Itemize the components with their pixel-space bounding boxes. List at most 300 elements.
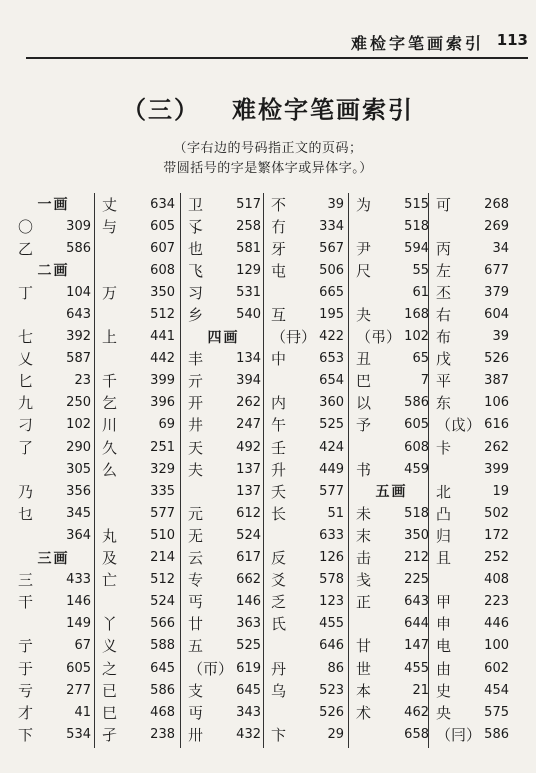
index-entry [16, 436, 91, 458]
entry-character: 乜 [18, 504, 34, 523]
entry-character: 互 [271, 306, 287, 325]
stroke-count-label: 二画 [37, 263, 70, 280]
index-entry [269, 547, 344, 569]
index-entry [434, 193, 509, 215]
index-entry [100, 436, 175, 458]
index-entry [100, 237, 175, 259]
entry-page-number: 21 [412, 682, 429, 698]
entry-page-number: 345 [66, 505, 91, 521]
index-entry [434, 370, 509, 392]
index-entry [269, 348, 344, 370]
entry-character: 央 [436, 703, 452, 722]
entry-page-number: 394 [236, 373, 261, 389]
entry-character: （戉） [436, 416, 482, 435]
index-entry [354, 547, 429, 569]
index-entry [269, 723, 344, 745]
entry-page-number: 55 [412, 262, 429, 278]
index-entry [269, 237, 344, 259]
entry-page-number: 268 [484, 196, 509, 212]
entry-character: 末 [356, 526, 372, 545]
entry-character: 丁 [18, 283, 34, 302]
entry-character: 电 [436, 637, 452, 656]
index-entry [354, 215, 429, 237]
index-column [16, 193, 91, 745]
entry-character: 丐 [188, 593, 204, 612]
entry-page-number: 277 [66, 682, 91, 698]
stroke-count-label: 五画 [375, 484, 408, 501]
section-title [0, 90, 536, 125]
index-entry [186, 370, 261, 392]
entry-character: 冇 [271, 217, 287, 236]
entry-page-number: 258 [236, 218, 261, 234]
index-entry [186, 679, 261, 701]
entry-page-number: 446 [484, 616, 509, 632]
entry-page-number: 350 [404, 527, 429, 543]
entry-page-number: 518 [404, 218, 429, 234]
index-entry [186, 547, 261, 569]
index-entry [100, 657, 175, 679]
entry-character: 平 [436, 372, 452, 391]
index-entry [354, 281, 429, 303]
entry-character: 布 [436, 328, 452, 347]
entry-character: 开 [188, 394, 204, 413]
entry-character: 亡 [102, 571, 118, 590]
entry-character: 与 [102, 217, 118, 236]
index-entry [434, 215, 509, 237]
stroke-count-label: 一画 [37, 197, 70, 214]
entry-page-number: 399 [150, 373, 175, 389]
entry-character: 由 [436, 659, 452, 678]
index-entry [354, 193, 429, 215]
entry-page-number: 442 [150, 351, 175, 367]
index-entry [269, 370, 344, 392]
index-entry [269, 414, 344, 436]
entry-character: 了 [18, 438, 34, 457]
index-entry [100, 701, 175, 723]
entry-character: 氏 [271, 615, 287, 634]
entry-character: 乌 [271, 681, 287, 700]
index-entry [434, 326, 509, 348]
entry-page-number: 251 [150, 439, 175, 455]
entry-character: 久 [102, 438, 118, 457]
entry-character: 及 [102, 549, 118, 568]
entry-page-number: 502 [484, 505, 509, 521]
entry-character: （冃） [436, 725, 482, 744]
entry-character: 么 [102, 460, 118, 479]
index-entry [354, 414, 429, 436]
entry-character: 七 [18, 328, 34, 347]
index-entry [186, 524, 261, 546]
index-entry [434, 259, 509, 281]
entry-character: 也 [188, 239, 204, 258]
index-column [269, 193, 344, 745]
index-entry [434, 569, 509, 591]
entry-character: 于 [18, 659, 34, 678]
index-entry [354, 613, 429, 635]
entry-page-number: 517 [236, 196, 261, 212]
entry-character: 乏 [271, 593, 287, 612]
entry-page-number: 588 [150, 638, 175, 654]
entry-character: 屯 [271, 261, 287, 280]
entry-page-number: 29 [327, 726, 344, 742]
index-entry [354, 392, 429, 414]
index-entry [100, 502, 175, 524]
entry-character: 壬 [271, 438, 287, 457]
entry-page-number: 262 [236, 395, 261, 411]
note-line-1: （字右边的号码指正文的页码； [173, 141, 363, 156]
index-entry [354, 237, 429, 259]
entry-character: 予 [356, 416, 372, 435]
entry-character: 巴 [356, 372, 372, 391]
entry-character: 可 [436, 195, 452, 214]
entry-character: 本 [356, 681, 372, 700]
entry-page-number: 392 [66, 329, 91, 345]
entry-character: 万 [102, 283, 118, 302]
entry-page-number: 594 [404, 240, 429, 256]
index-entry [186, 237, 261, 259]
entry-page-number: 515 [404, 196, 429, 212]
entry-character: 升 [271, 460, 287, 479]
index-entry [186, 723, 261, 745]
index-entry [186, 392, 261, 414]
entry-page-number: 518 [404, 505, 429, 521]
stroke-count-label: 四画 [207, 329, 240, 346]
entry-page-number: 212 [404, 550, 429, 566]
index-entry [354, 524, 429, 546]
index-entry [269, 215, 344, 237]
index-entry [186, 613, 261, 635]
index-entry [16, 591, 91, 613]
index-entry [100, 215, 175, 237]
entry-page-number: 396 [150, 395, 175, 411]
entry-page-number: 608 [404, 439, 429, 455]
index-entry [186, 259, 261, 281]
entry-page-number: 619 [236, 660, 261, 676]
entry-page-number: 526 [319, 704, 344, 720]
index-entry [434, 547, 509, 569]
entry-page-number: 578 [319, 572, 344, 588]
index-entry [186, 458, 261, 480]
entry-page-number: 247 [236, 417, 261, 433]
entry-page-number: 146 [236, 594, 261, 610]
index-entry [354, 370, 429, 392]
index-entry [434, 635, 509, 657]
index-entry [269, 657, 344, 679]
entry-page-number: 129 [236, 262, 261, 278]
entry-page-number: 658 [404, 726, 429, 742]
entry-page-number: 67 [74, 638, 91, 654]
entry-character: 甲 [436, 593, 452, 612]
entry-page-number: 512 [150, 307, 175, 323]
index-entry [434, 414, 509, 436]
note-line-2: 带圆括号的字是繁体字或异体字。） [163, 161, 373, 176]
entry-page-number: 146 [66, 594, 91, 610]
entry-character: 尹 [356, 239, 372, 258]
section-title-text: 难检字笔画索引 [232, 95, 414, 124]
page-number: 113 [496, 31, 528, 49]
entry-page-number: 309 [66, 218, 91, 234]
entry-character: 巳 [102, 703, 118, 722]
index-entry [100, 547, 175, 569]
index-entry [354, 679, 429, 701]
entry-page-number: 252 [484, 550, 509, 566]
index-entry [100, 370, 175, 392]
entry-page-number: 524 [236, 527, 261, 543]
index-entry [186, 657, 261, 679]
entry-page-number: 449 [319, 461, 344, 477]
index-entry [186, 635, 261, 657]
entry-character: 丏 [188, 703, 204, 722]
index-entry [100, 348, 175, 370]
entry-character: 戊 [436, 350, 452, 369]
entry-page-number: 645 [236, 682, 261, 698]
entry-character: 凸 [436, 504, 452, 523]
index-entry [16, 237, 91, 259]
index-entry [100, 524, 175, 546]
entry-character: 世 [356, 659, 372, 678]
entry-character: 卞 [271, 725, 287, 744]
entry-character: 元 [188, 504, 204, 523]
entry-page-number: 350 [150, 284, 175, 300]
entry-page-number: 34 [492, 240, 509, 256]
index-entry [269, 635, 344, 657]
index-entry [16, 348, 91, 370]
entry-character: 五 [188, 637, 204, 656]
entry-page-number: 512 [150, 572, 175, 588]
index-entry [100, 613, 175, 635]
index-entry [269, 281, 344, 303]
index-entry [354, 502, 429, 524]
stroke-count-heading [354, 480, 429, 502]
index-entry [186, 215, 261, 237]
entry-page-number: 262 [484, 439, 509, 455]
section-number: （三） [122, 95, 200, 124]
index-entry [269, 679, 344, 701]
entry-character: 卅 [188, 725, 204, 744]
entry-character: 孑 [102, 725, 118, 744]
entry-character: 正 [356, 593, 372, 612]
index-entry [186, 414, 261, 436]
index-entry [354, 303, 429, 325]
index-entry [269, 436, 344, 458]
index-entry [269, 458, 344, 480]
entry-page-number: 106 [484, 395, 509, 411]
index-entry [186, 348, 261, 370]
index-entry [100, 569, 175, 591]
entry-character: 且 [436, 549, 452, 568]
index-entry [354, 436, 429, 458]
entry-page-number: 605 [404, 417, 429, 433]
index-entry [186, 193, 261, 215]
entry-page-number: 617 [236, 550, 261, 566]
entry-page-number: 523 [319, 682, 344, 698]
entry-page-number: 540 [236, 307, 261, 323]
entry-page-number: 531 [236, 284, 261, 300]
entry-character: 反 [271, 549, 287, 568]
column-divider [263, 193, 264, 748]
index-column [100, 193, 175, 745]
index-entry [434, 657, 509, 679]
index-entry [434, 436, 509, 458]
entry-character: 左 [436, 261, 452, 280]
entry-page-number: 454 [484, 682, 509, 698]
entry-character: 不 [271, 195, 287, 214]
entry-character: 书 [356, 460, 372, 479]
entry-page-number: 356 [66, 483, 91, 499]
index-entry [434, 303, 509, 325]
entry-page-number: 65 [412, 351, 429, 367]
entry-page-number: 566 [150, 616, 175, 632]
entry-character: 亏 [18, 681, 34, 700]
index-entry [269, 392, 344, 414]
entry-page-number: 506 [319, 262, 344, 278]
entry-character: 义 [102, 637, 118, 656]
entry-character: 廿 [188, 615, 204, 634]
entry-character: 乞 [102, 394, 118, 413]
index-entry [186, 281, 261, 303]
entry-character: 丈 [102, 195, 118, 214]
entry-page-number: 433 [66, 572, 91, 588]
entry-page-number: 567 [319, 240, 344, 256]
entry-character: 爻 [271, 571, 287, 590]
entry-page-number: 269 [484, 218, 509, 234]
stroke-count-heading [16, 547, 91, 569]
entry-character: 长 [271, 504, 287, 523]
entry-page-number: 665 [319, 284, 344, 300]
index-entry [434, 613, 509, 635]
entry-character: 击 [356, 549, 372, 568]
entry-page-number: 586 [150, 682, 175, 698]
running-head [0, 0, 536, 58]
entry-page-number: 329 [150, 461, 175, 477]
index-entry [434, 701, 509, 723]
index-entry [354, 348, 429, 370]
entry-page-number: 455 [319, 616, 344, 632]
entry-page-number: 168 [404, 307, 429, 323]
index-entry [269, 569, 344, 591]
entry-page-number: 61 [412, 284, 429, 300]
entry-page-number: 126 [319, 550, 344, 566]
index-entry [434, 458, 509, 480]
entry-character: 丑 [356, 350, 372, 369]
entry-character: 上 [102, 328, 118, 347]
index-entry [269, 480, 344, 502]
entry-character: 井 [188, 416, 204, 435]
entry-character: 丸 [102, 526, 118, 545]
column-divider [348, 193, 349, 748]
index-entry [354, 458, 429, 480]
index-entry [16, 458, 91, 480]
entry-page-number: 526 [484, 351, 509, 367]
entry-page-number: 604 [484, 307, 509, 323]
index-entry [100, 303, 175, 325]
index-entry [434, 502, 509, 524]
entry-page-number: 577 [319, 483, 344, 499]
entry-page-number: 616 [484, 417, 509, 433]
index-entry [16, 569, 91, 591]
entry-character: 乙 [18, 239, 34, 258]
column-divider [94, 193, 95, 748]
entry-character: 夫 [188, 460, 204, 479]
entry-character: 乡 [188, 306, 204, 325]
entry-page-number: 195 [319, 307, 344, 323]
index-column [434, 193, 509, 745]
entry-page-number: 305 [66, 461, 91, 477]
index-entry [354, 591, 429, 613]
entry-page-number: 455 [404, 660, 429, 676]
index-entry [186, 303, 261, 325]
entry-page-number: 586 [404, 395, 429, 411]
index-entry [269, 502, 344, 524]
entry-character: 甘 [356, 637, 372, 656]
entry-page-number: 39 [327, 196, 344, 212]
entry-page-number: 408 [484, 572, 509, 588]
index-entry [100, 591, 175, 613]
entry-character: 右 [436, 306, 452, 325]
entry-page-number: 7 [420, 373, 429, 389]
index-entry [100, 193, 175, 215]
entry-character: 夬 [356, 306, 372, 325]
index-entry [434, 591, 509, 613]
index-entry [186, 502, 261, 524]
index-entry [434, 524, 509, 546]
entry-page-number: 662 [236, 572, 261, 588]
index-entry [269, 524, 344, 546]
index-entry [100, 259, 175, 281]
entry-character: 丕 [436, 283, 452, 302]
entry-page-number: 432 [236, 726, 261, 742]
entry-character: 千 [102, 372, 118, 391]
entry-page-number: 459 [404, 461, 429, 477]
entry-character: 牙 [271, 239, 287, 258]
index-entry [100, 679, 175, 701]
entry-page-number: 123 [319, 594, 344, 610]
entry-page-number: 525 [236, 638, 261, 654]
entry-page-number: 633 [319, 527, 344, 543]
entry-page-number: 462 [404, 704, 429, 720]
entry-page-number: 422 [319, 329, 344, 345]
entry-page-number: 343 [236, 704, 261, 720]
entry-page-number: 524 [150, 594, 175, 610]
entry-page-number: 51 [327, 505, 344, 521]
entry-character: 亍 [18, 637, 34, 656]
entry-page-number: 134 [236, 351, 261, 367]
index-entry [16, 480, 91, 502]
entry-page-number: 577 [150, 505, 175, 521]
index-entry [16, 215, 91, 237]
entry-page-number: 634 [150, 196, 175, 212]
entry-character: （帀） [188, 659, 234, 678]
entry-page-number: 677 [484, 262, 509, 278]
entry-page-number: 364 [66, 527, 91, 543]
entry-page-number: 608 [150, 262, 175, 278]
index-entry [16, 524, 91, 546]
entry-character: 已 [102, 681, 118, 700]
index-entry [16, 303, 91, 325]
entry-page-number: 102 [66, 417, 91, 433]
index-entry [354, 657, 429, 679]
entry-page-number: 137 [236, 483, 261, 499]
entry-character: 刁 [18, 416, 34, 435]
entry-page-number: 605 [66, 660, 91, 676]
index-entry [16, 635, 91, 657]
entry-page-number: 290 [66, 439, 91, 455]
index-entry [16, 613, 91, 635]
entry-character: 〇 [18, 217, 34, 236]
entry-page-number: 399 [484, 461, 509, 477]
entry-character: 以 [356, 394, 372, 413]
stroke-count-heading [186, 326, 261, 348]
